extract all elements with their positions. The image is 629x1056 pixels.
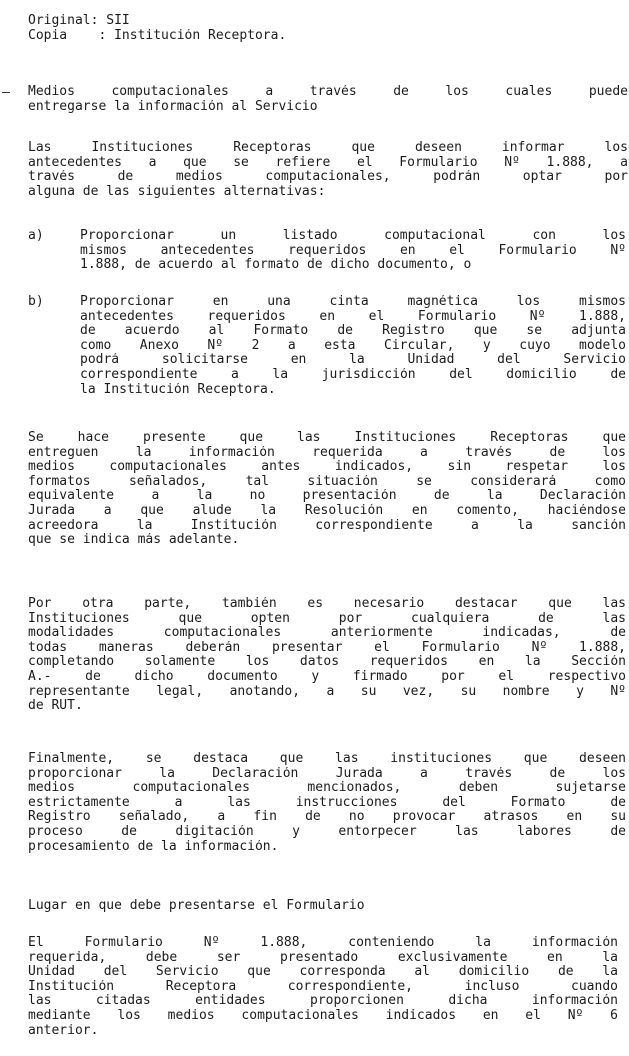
paragraph-line: podrá solicitarse en la Unidad del Servicio [80, 353, 626, 368]
original-line: Original: SII [28, 14, 130, 28]
paragraph-line: 1.888, de acuerdo al formato de dicho documento, o [80, 258, 472, 273]
paragraph-line: Proporcionar en una cinta magnética los mismos [80, 295, 626, 309]
paragraph-line: antecedentes a que se refiere el Formulario Nº 1.888, a [28, 155, 628, 170]
paragraph-line: completando solamente los datos requeridos en la Sección [28, 655, 626, 670]
paragraph-line: medios computacionales antes indicados, sin respetar los [28, 460, 626, 475]
paragraph-line: antecedentes requeridos en el Formulario Nº 1.888, [80, 309, 626, 324]
paragraph-line: requerida, debe ser presentado exclusivamente en la [28, 950, 618, 965]
paragraph-intro [28, 141, 628, 199]
heading-line: Medios computacionales a través de los cuales puede [28, 85, 628, 99]
paragraph-line: proceso de digitación y entorpecer las labores de [28, 824, 626, 839]
paragraph-line: formatos señalados, tal situación se considerará como [28, 474, 626, 489]
paragraph-por-otra [28, 597, 626, 714]
paragraph-line: Las Instituciones Receptoras que deseen informar los [28, 141, 628, 155]
paragraph-line: modalidades computacionales anteriormente indicadas, de [28, 626, 626, 641]
document-header [28, 14, 616, 43]
paragraph-line: Registro señalado, a fin de no provocar atrasos en su [28, 810, 626, 825]
paragraph-line: través de medios computacionales, podrán optar por [28, 170, 628, 185]
list-item-label: a) [28, 228, 44, 243]
list-item-body [80, 295, 626, 397]
paragraph-line: A.- de dicho documento y firmado por el respectivo [28, 669, 626, 684]
paragraph-line: entreguen la información requerida a través de los [28, 445, 626, 460]
paragraph-line: de RUT. [28, 699, 83, 714]
paragraph-line: proporcionar la Declaración Jurada a través de los [28, 766, 626, 781]
paragraph-line: Por otra parte, también es necesario destacar que las [28, 597, 626, 611]
paragraph-line: acreedora la Institución correspondiente a la sanción [28, 518, 626, 533]
paragraph-line: las citadas entidades proporcionen dicha información [28, 994, 618, 1009]
section-medios-heading [28, 85, 628, 114]
paragraph-line: El Formulario Nº 1.888, conteniendo la información [28, 936, 618, 950]
paragraph-line: Se hace presente que las Instituciones Receptoras que [28, 431, 626, 445]
paragraph-lugar [28, 936, 618, 1038]
paragraph-line: Institución Receptora correspondiente, incluso cuando [28, 979, 618, 994]
section-dash-mark [2, 92, 10, 93]
paragraph-line: la Institución Receptora. [80, 382, 276, 397]
paragraph-se-hace [28, 431, 626, 548]
paragraph-line: todas maneras deberán presentar el Formulario Nº 1.888, [28, 640, 626, 655]
paragraph-line: que se indica más adelante. [28, 533, 240, 548]
paragraph-line: alguna de las siguientes alternativas: [28, 184, 326, 199]
paragraph-line: estrictamente a las instrucciones del Formato de [28, 795, 626, 810]
heading-line: entregarse la información al Servicio [28, 99, 318, 114]
paragraph-line: correspondiente a la jurisdicción del domicilio de [80, 367, 626, 382]
paragraph-line: Instituciones que opten por cualquiera de las [28, 611, 626, 626]
paragraph-line: Proporcionar un listado computacional con los [80, 229, 626, 243]
paragraph-line: mismos antecedentes requeridos en el Formulario Nº [80, 243, 626, 258]
paragraph-line: medios computacionales mencionados, deben sujetarse [28, 781, 626, 796]
paragraph-line: Unidad del Servicio que corresponda al domicilio de la [28, 965, 618, 980]
paragraph-line: representante legal, anotando, a su vez, su nombre y Nº [28, 684, 626, 699]
paragraph-line: como Anexo Nº 2 a esta Circular, y cuyo modelo [80, 338, 626, 353]
paragraph-line: procesamiento de la información. [28, 839, 279, 854]
paragraph-line: Finalmente, se destaca que las instituciones que deseen [28, 752, 626, 766]
paragraph-finalmente [28, 752, 626, 854]
list-item-label: b) [28, 294, 44, 309]
copia-line: Copia : Institución Receptora. [28, 28, 287, 43]
section-lugar-heading [28, 899, 616, 914]
list-item-body [80, 229, 626, 273]
paragraph-line: Jurada a que alude la Resolución en comento, haciéndose [28, 503, 626, 518]
paragraph-line: mediante los medios computacionales indicados en el Nº 6 [28, 1008, 618, 1023]
paragraph-line: equivalente a la no presentación de la Declaración [28, 489, 626, 504]
paragraph-line: de acuerdo al Formato de Registro que se adjunta [80, 324, 626, 339]
heading-line: Lugar en que debe presentarse el Formulario [28, 898, 365, 913]
paragraph-line: anterior. [28, 1023, 99, 1038]
